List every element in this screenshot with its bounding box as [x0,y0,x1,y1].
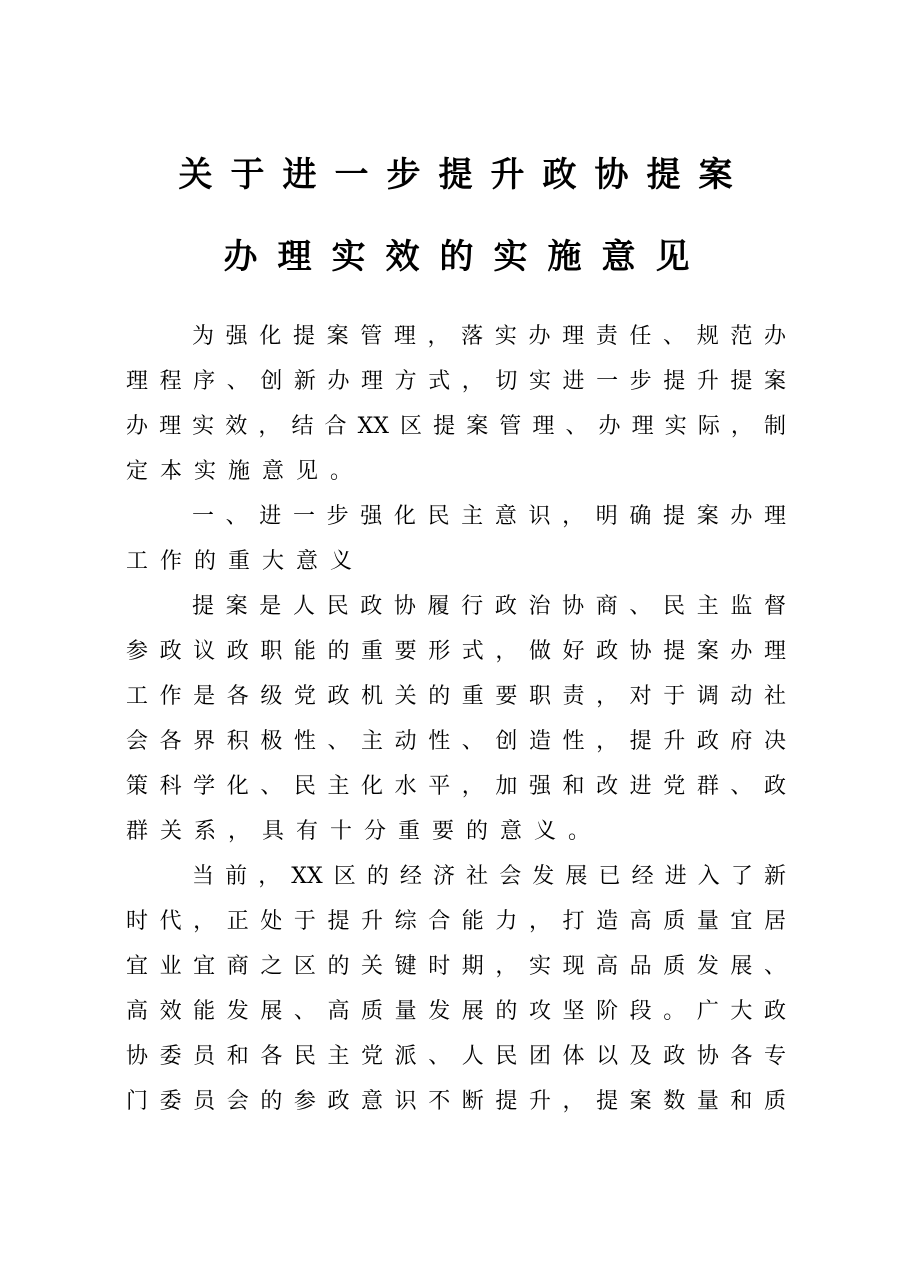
body-text-line: 定本实施意见。 [126,459,365,484]
body-text-line: 时代，正处于提升综合能力，打造高质量宜居 [126,909,786,934]
body-text-line: 一、进一步强化民主意识，明确提案办理 [192,504,786,529]
body-text-line: 工作是各级党政机关的重要职责，对于调动社 [126,684,786,709]
body-text-line: 宜业宜商之区的关键时期，实现高品质发展、 [126,954,786,979]
body-text-line: 策科学化、民主化水平，加强和改进党群、政 [126,774,786,799]
body-text-line: 参政议政职能的重要形式，做好政协提案办理 [126,639,786,664]
body-text-line: 办理实效，结合XX区提案管理、办理实际，制 [126,414,786,439]
document-title-line-2: 办理实效的实施意见 [223,237,710,277]
document-title-line-1: 关于进一步提升政协提案 [178,155,751,195]
body-text-line: 当前，XX区的经济社会发展已经进入了新 [192,864,786,889]
body-text-line: 协委员和各民主党派、人民团体以及政协各专 [126,1044,786,1069]
body-text-line: 工作的重大意义 [126,549,365,574]
document-body [126,314,786,1124]
body-text-line: 为强化提案管理，落实办理责任、规范办 [192,324,786,349]
body-text-line: 会各界积极性、主动性、创造性，提升政府决 [126,729,786,754]
body-text-line: 提案是人民政协履行政治协商、民主监督 [192,594,786,619]
body-text-line: 群关系，具有十分重要的意义。 [126,819,603,844]
body-text-line: 理程序、创新办理方式，切实进一步提升提案 [126,369,786,394]
body-text-line: 高效能发展、高质量发展的攻坚阶段。广大政 [126,999,786,1024]
body-text-line: 门委员会的参政意识不断提升，提案数量和质 [126,1089,786,1114]
